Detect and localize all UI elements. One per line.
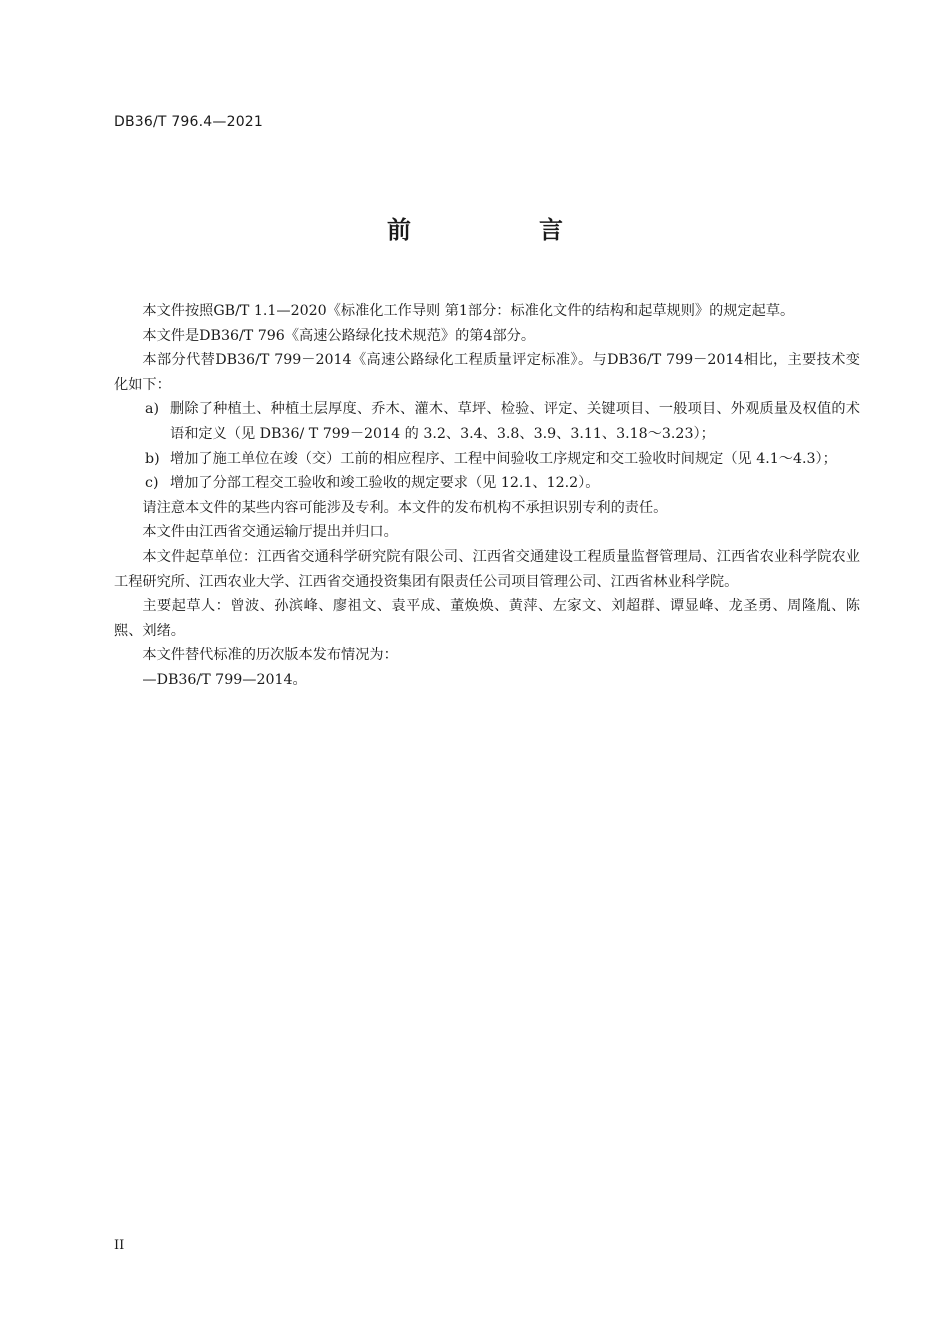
paragraph-part-info: 本文件是DB36/T 796《高速公路绿化技术规范》的第4部分。 — [142, 327, 536, 344]
paragraph-version-history-item: —DB36/T 799—2014。 — [142, 671, 307, 688]
paragraph-proposer: 本文件由江西省交通运输厅提出并归口。 — [142, 524, 398, 541]
change-list-item-c — [114, 471, 860, 496]
change-list-item-b — [114, 447, 860, 472]
list-item-text: 删除了种植土、种植土层厚度、乔木、灌木、草坪、检验、评定、关键项目、一般项目、外观质量及权值的术语和定义（见 DB36/ T 799－2014 的 3.2、3.4、3.8、3.9、3.11、3.18～3.23）； — [170, 401, 860, 442]
paragraph-drafting-rules: 本文件按照GB/T 1.1—2020《标准化工作导则 第1部分：标准化文件的结构和起草规则》的规定起草。 — [142, 303, 795, 319]
list-item-text: 增加了施工单位在竣（交）工前的相应程序、工程中间验收工序规定和交工验收时间规定（见 4.1～4.3）； — [170, 450, 837, 467]
page-number: II — [114, 1238, 125, 1253]
paragraph-main-drafters: 主要起草人：曾波、孙滨峰、廖祖文、袁平成、董焕焕、黄萍、左家文、刘超群、谭显峰、龙圣勇、周隆胤、陈熙、刘绪。 — [114, 598, 860, 639]
page-title: 前 言 — [387, 216, 615, 244]
paragraph-drafting-units: 本文件起草单位：江西省交通科学研究院有限公司、江西省交通建设工程质量监督管理局、江西省农业科学院农业工程研究所、江西农业大学、江西省交通投资集团有限责任公司项目管理公司、江西省林业科学院。 — [114, 548, 860, 590]
change-list-item-a — [114, 397, 860, 446]
list-marker: c) — [145, 475, 159, 492]
paragraph-replacement: 本部分代替DB36/T 799－2014《高速公路绿化工程质量评定标准》。与DB36/T 799－2014相比，主要技术变化如下： — [114, 352, 860, 393]
paragraph-version-history-intro: 本文件替代标准的历次版本发布情况为： — [142, 647, 398, 664]
list-marker: b) — [145, 450, 160, 467]
paragraph-patent-notice: 请注意本文件的某些内容可能涉及专利。本文件的发布机构不承担识别专利的责任。 — [142, 499, 668, 516]
document-id-header: DB36/T 796.4—2021 — [114, 114, 264, 130]
document-body — [114, 299, 860, 693]
list-item-text: 增加了分部工程交工验收和竣工验收的规定要求（见 12.1、12.2）。 — [170, 475, 600, 492]
list-marker: a) — [145, 401, 159, 418]
